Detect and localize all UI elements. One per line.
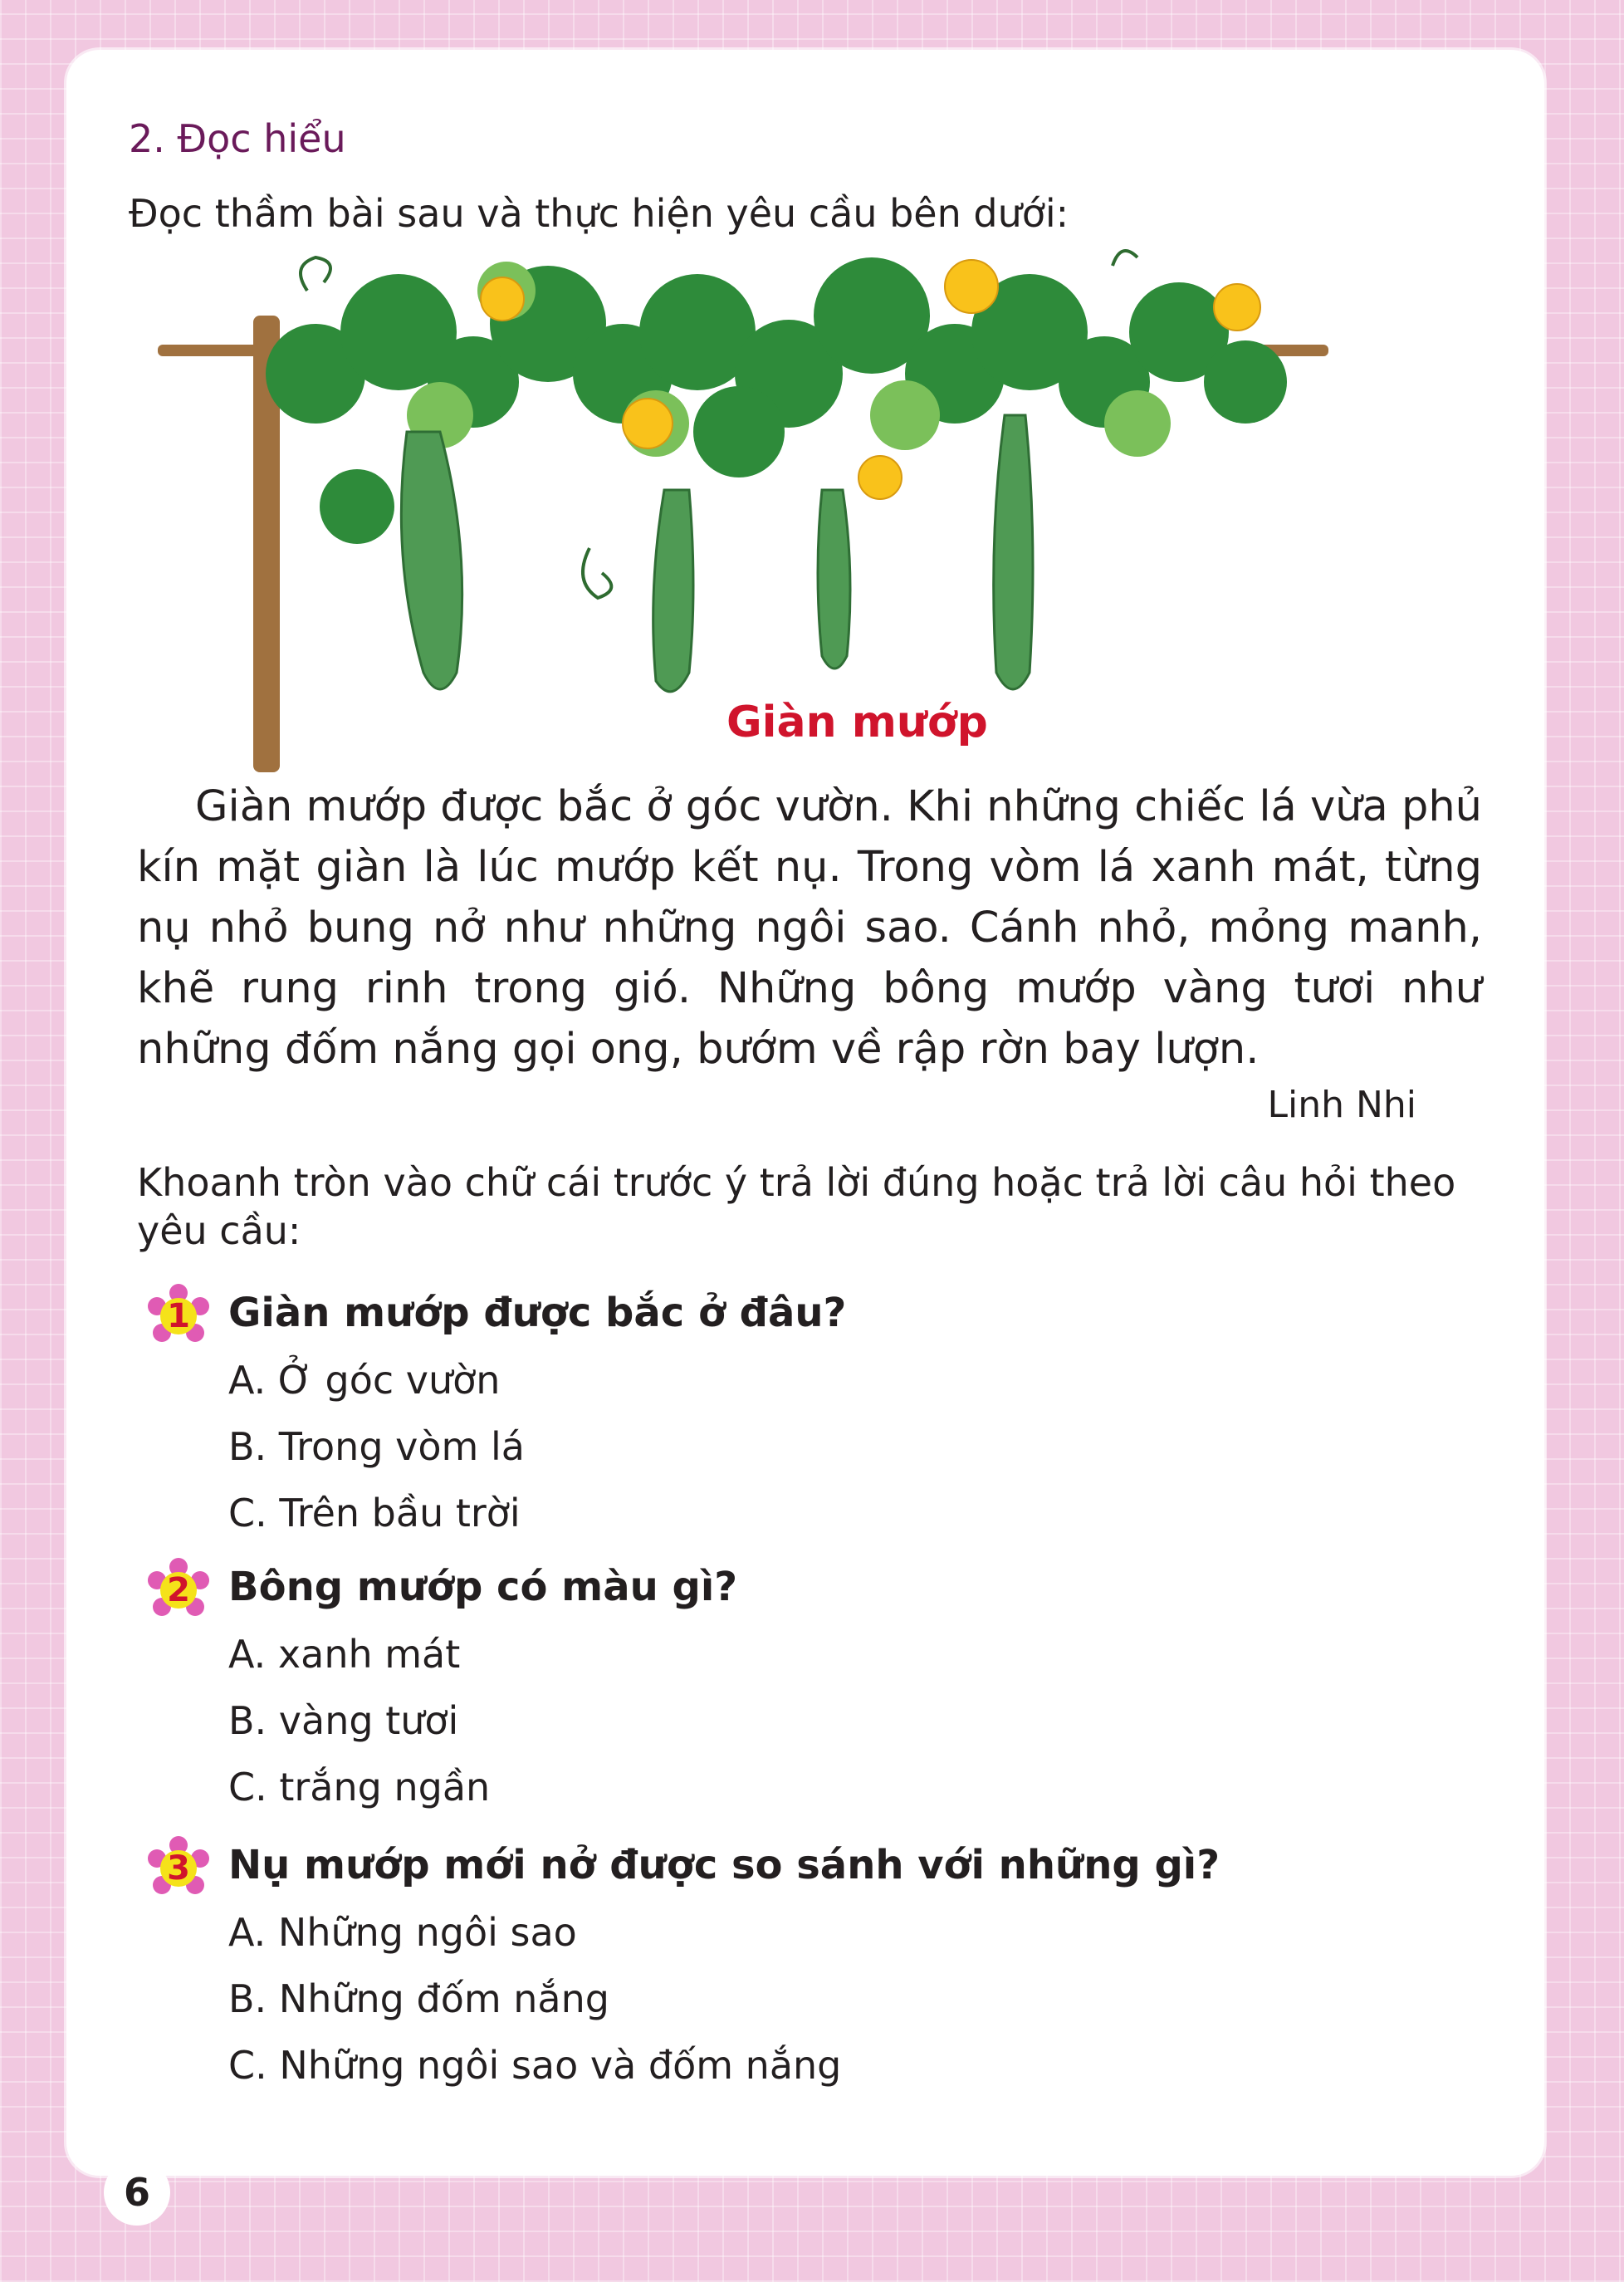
illustration-caption: Giàn mướp [726,698,988,747]
passage-text: Giàn mướp được bắc ở góc vườn. Khi những chiếc lá vừa phủ kín mặt giàn là lúc mướp kết nụ. Trong vòm lá xanh mát, từng nụ nhỏ bung nở như những ngôi sao. Cánh nhỏ, mỏng manh, khẽ rung rinh trong gió. Những bông mướp vàng tươi như những đốm nắng gọi ong, bướm về rập rờn bay lượn. [137,782,1482,1074]
question-number: 2 [167,1571,190,1609]
option-c[interactable]: C. trắng ngần [228,1765,491,1809]
reading-instruction: Đọc thầm bài sau và thực hiện yêu cầu bên dưới: [129,191,1069,236]
luffa-trellis-illustration [158,241,1337,772]
option-a[interactable]: A. xanh mát [228,1632,461,1677]
question-text: Bông mướp có màu gì? [228,1564,738,1610]
passage-author: Linh Nhi [1267,1084,1416,1126]
option-a[interactable]: A. Những ngôi sao [228,1910,577,1955]
task-instruction: Khoanh tròn vào chữ cái trước ý trả lời đúng hoặc trả lời câu hỏi theo yêu cầu: [137,1160,1456,1253]
reading-passage [137,776,1482,1080]
page-number: 6 [104,2159,170,2226]
option-a[interactable]: A. Ở góc vườn [228,1358,501,1403]
section-title: 2. Đọc hiểu [129,116,346,161]
option-b[interactable]: B. vàng tươi [228,1698,459,1743]
option-b[interactable]: B. Những đốm nắng [228,1976,609,2021]
question-number: 1 [167,1297,190,1335]
option-c[interactable]: C. Những ngôi sao và đốm nắng [228,2043,842,2088]
option-c[interactable]: C. Trên bầu trời [228,1491,521,1535]
question-text: Nụ mướp mới nở được so sánh với những gì? [228,1842,1220,1888]
question-number: 3 [167,1849,190,1888]
question-text: Giàn mướp được bắc ở đâu? [228,1290,847,1336]
option-b[interactable]: B. Trong vòm lá [228,1424,525,1469]
